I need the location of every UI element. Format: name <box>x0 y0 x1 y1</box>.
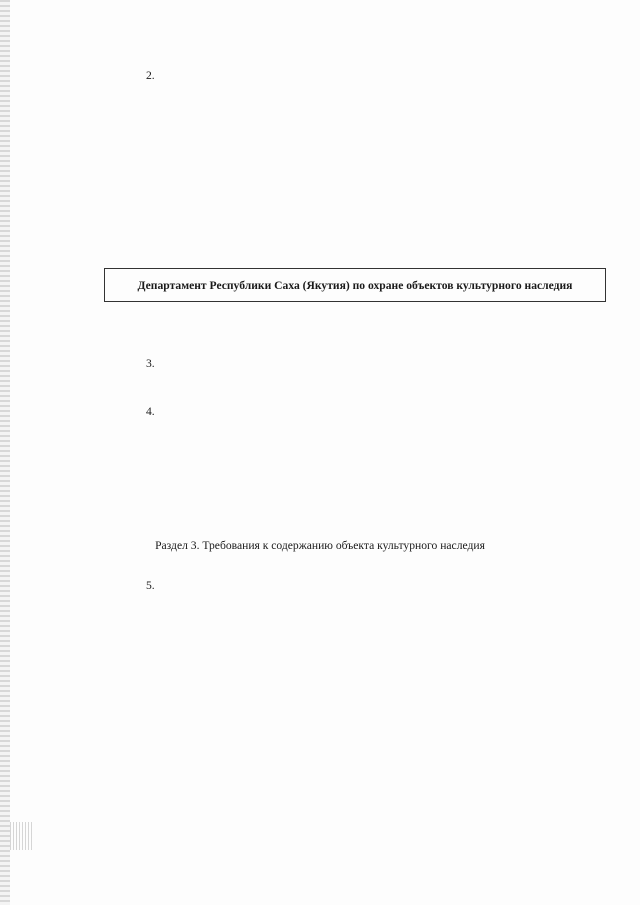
paragraph-2 <box>114 68 601 84</box>
paragraph-5-number: 5. <box>146 579 155 592</box>
section-3-title: Раздел 3. Требования к содержанию объекта культурного наследия <box>155 539 485 552</box>
paragraph-3 <box>114 356 601 372</box>
department-box <box>104 268 606 302</box>
paragraph-3-number: 3. <box>146 357 155 370</box>
paragraph-2-number: 2. <box>146 69 155 82</box>
department-name: Департамент Республики Саха (Якутия) по охране объектов культурного наследия <box>137 278 573 292</box>
paragraph-5 <box>114 578 601 594</box>
scan-edge <box>0 0 10 905</box>
paragraph-4-number: 4. <box>146 405 155 418</box>
scan-artifact <box>10 822 34 850</box>
paragraph-4 <box>114 404 601 420</box>
